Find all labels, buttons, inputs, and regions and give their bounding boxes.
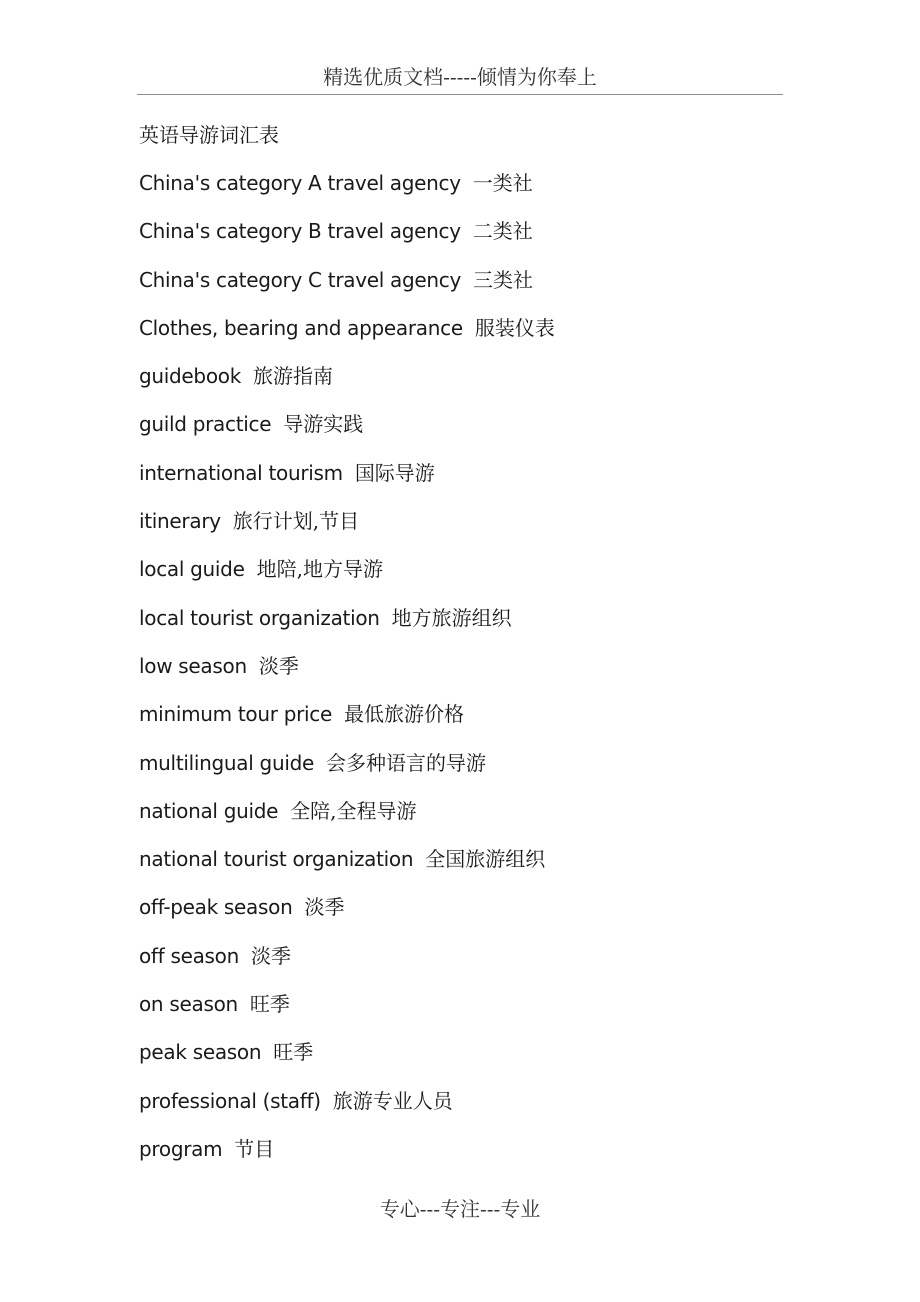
vocabulary-entry: [139, 216, 555, 264]
entry-meaning: 全陪,全程导游: [290, 798, 417, 823]
entry-term: program: [139, 1136, 223, 1161]
entry-meaning: 淡季: [258, 653, 299, 678]
vocabulary-entry: [139, 892, 555, 940]
entry-term: local guide: [139, 557, 245, 582]
entry-meaning: 最低旅游价格: [343, 702, 464, 727]
vocabulary-entry: [139, 844, 555, 892]
vocabulary-entry: [139, 941, 555, 989]
entry-meaning: 地陪,地方导游: [256, 557, 383, 582]
vocabulary-entry: [139, 506, 555, 554]
vocabulary-entry: [139, 265, 555, 313]
entry-meaning: 旺季: [249, 992, 290, 1017]
entry-term: multilingual guide: [139, 750, 314, 775]
vocabulary-entry: [139, 1086, 555, 1134]
entry-term: local tourist organization: [139, 605, 380, 630]
vocabulary-entry: [139, 989, 555, 1037]
page-header: 精选优质文档-----倾情为你奉上: [323, 65, 597, 89]
vocabulary-entry: [139, 1037, 555, 1085]
page-footer: 专心---专注---专业: [379, 1197, 541, 1221]
vocabulary-entry: [139, 554, 555, 602]
vocabulary-entry: [139, 796, 555, 844]
entry-term: Clothes, bearing and appearance: [139, 315, 463, 340]
entry-term: international tourism: [139, 460, 343, 485]
entry-term: peak season: [139, 1040, 262, 1065]
entry-term: China's category A travel agency: [139, 171, 461, 195]
vocabulary-entry: [139, 458, 555, 506]
entry-meaning: 旅游专业人员: [332, 1088, 453, 1113]
vocabulary-entry: [139, 1134, 555, 1182]
vocabulary-entry: [139, 748, 555, 796]
entry-meaning: 会多种语言的导游: [325, 750, 486, 775]
entry-term: national guide: [139, 798, 279, 823]
entry-term: off season: [139, 943, 239, 968]
entry-meaning: 地方旅游组织: [391, 605, 512, 630]
entry-meaning: 导游实践: [283, 412, 364, 437]
entry-term: China's category C travel agency: [139, 267, 462, 292]
entry-meaning: 淡季: [304, 895, 345, 920]
entry-meaning: 淡季: [251, 943, 291, 968]
entry-meaning: 一类社: [472, 171, 533, 195]
entry-meaning: 节目: [234, 1136, 275, 1161]
entry-term: professional (staff): [139, 1088, 321, 1113]
vocabulary-entry: [139, 313, 555, 361]
entry-meaning: 服装仪表: [474, 315, 555, 340]
entry-meaning: 旺季: [273, 1040, 314, 1065]
header-divider: [137, 94, 783, 95]
entry-term: off-peak season: [139, 895, 293, 920]
vocabulary-entry: [139, 361, 555, 409]
entry-meaning: 国际导游: [354, 460, 435, 485]
entry-term: China's category B travel agency: [139, 219, 461, 244]
vocabulary-list: [139, 168, 555, 1182]
entry-meaning: 旅行计划,节目: [232, 509, 360, 534]
vocabulary-entry: [139, 409, 555, 457]
entry-term: itinerary: [139, 509, 221, 534]
document-title: 英语导游词汇表: [139, 123, 279, 147]
entry-term: guild practice: [139, 412, 272, 437]
vocabulary-entry: [139, 168, 555, 216]
entry-term: low season: [139, 653, 247, 678]
entry-meaning: 旅游指南: [252, 364, 333, 389]
entry-meaning: 二类社: [472, 219, 533, 244]
vocabulary-entry: [139, 603, 555, 651]
entry-meaning: 三类社: [473, 267, 534, 292]
entry-term: on season: [139, 992, 238, 1017]
entry-term: guidebook: [139, 364, 241, 389]
entry-term: national tourist organization: [139, 847, 414, 872]
entry-meaning: 全国旅游组织: [425, 847, 546, 872]
entry-term: minimum tour price: [139, 702, 332, 727]
vocabulary-entry: [139, 699, 555, 747]
vocabulary-entry: [139, 651, 555, 699]
